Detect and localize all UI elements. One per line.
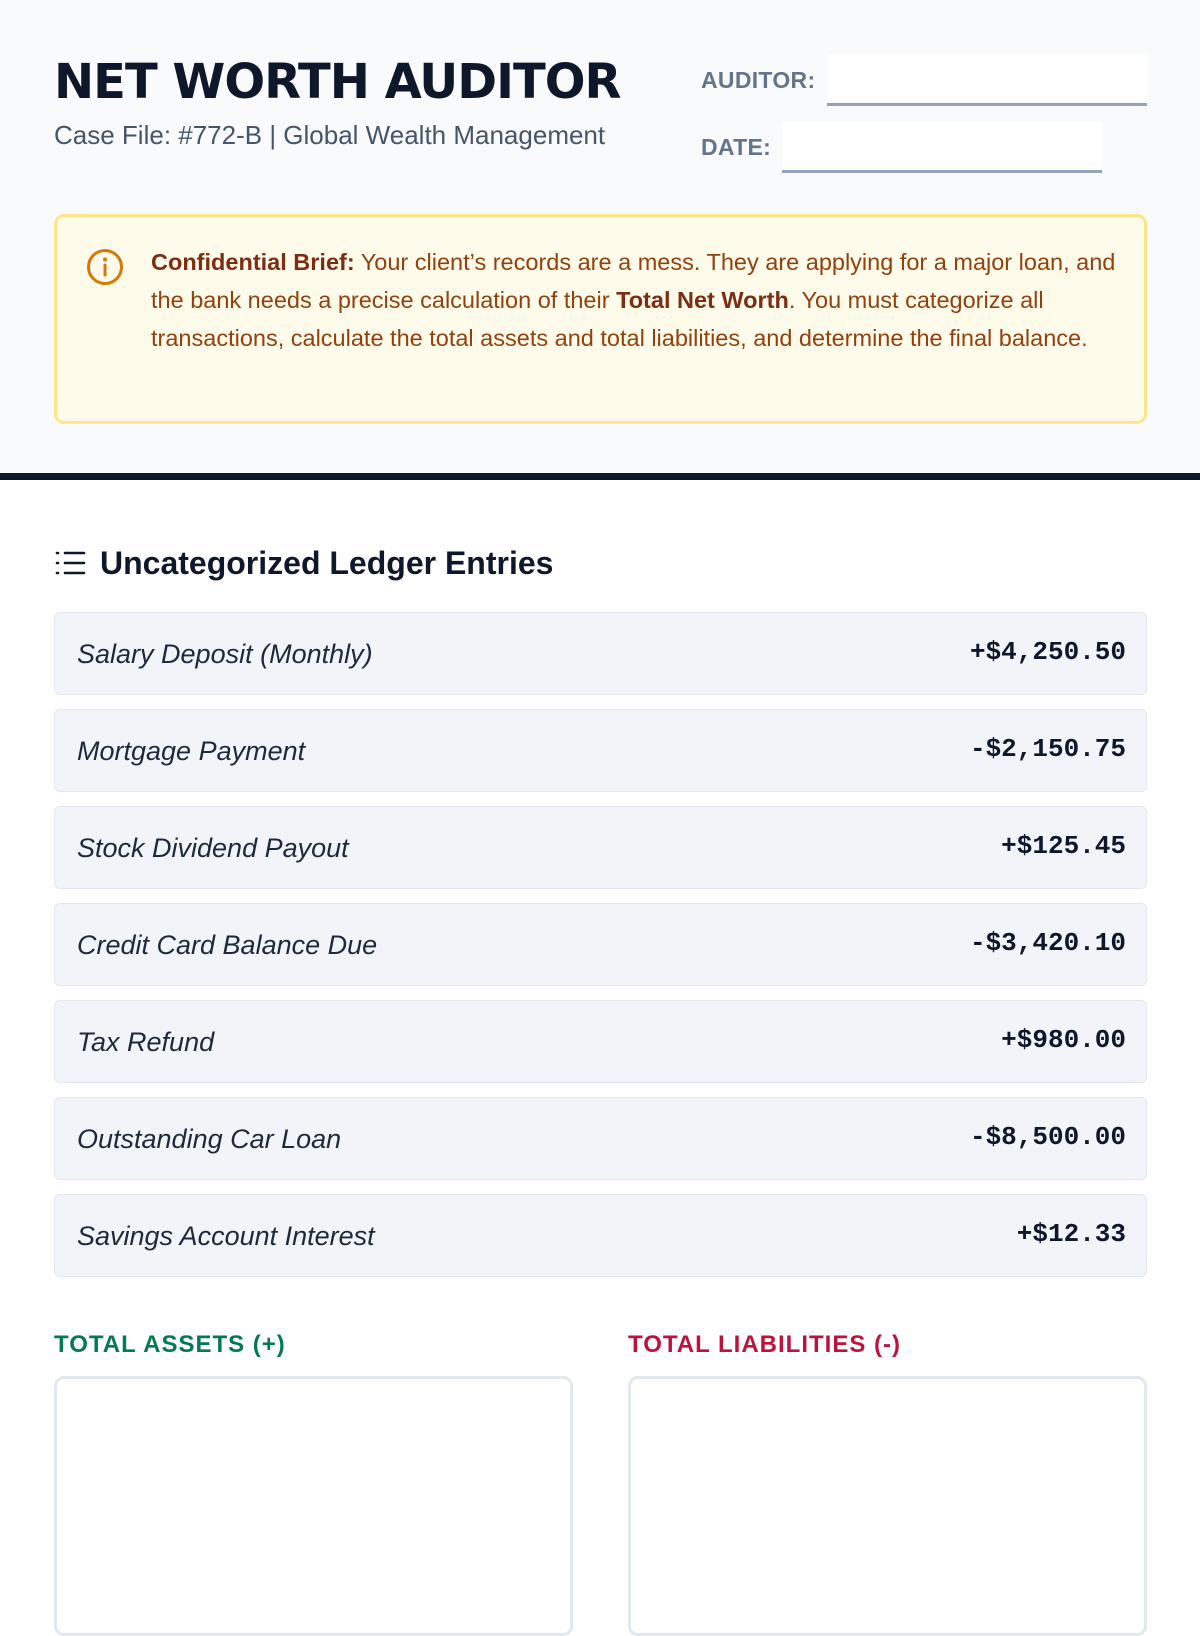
entry-label: Savings Account Interest bbox=[77, 1221, 375, 1251]
brief-lead: Confidential Brief: bbox=[151, 249, 355, 275]
total-assets-dropzone[interactable] bbox=[54, 1376, 573, 1636]
ledger-list bbox=[54, 612, 1147, 1291]
ledger-entry-car-loan[interactable] bbox=[54, 1097, 1147, 1180]
entry-amount: +$125.45 bbox=[1001, 831, 1126, 861]
entry-amount: -$2,150.75 bbox=[969, 734, 1126, 764]
entry-amount: -$8,500.00 bbox=[969, 1122, 1126, 1152]
entry-label: Outstanding Car Loan bbox=[77, 1124, 342, 1154]
ledger-entry-tax-refund[interactable] bbox=[54, 1000, 1147, 1083]
entry-label: Mortgage Payment bbox=[77, 736, 306, 766]
date-label: DATE: bbox=[701, 134, 772, 160]
entry-label: Salary Deposit (Monthly) bbox=[77, 639, 373, 669]
list-icon bbox=[55, 548, 87, 578]
entry-amount: +$12.33 bbox=[1016, 1219, 1126, 1249]
entry-label: Stock Dividend Payout bbox=[77, 833, 349, 863]
entry-amount: +$4,250.50 bbox=[969, 637, 1126, 667]
ledger-entry-credit-card[interactable] bbox=[54, 903, 1147, 986]
info-icon bbox=[85, 247, 125, 287]
ledger-entry-savings-interest[interactable] bbox=[54, 1194, 1147, 1277]
entry-label: Credit Card Balance Due bbox=[77, 930, 378, 960]
total-assets-label: TOTAL ASSETS (+) bbox=[54, 1331, 286, 1358]
page-title: NET WORTH AUDITOR bbox=[54, 54, 621, 110]
brief-text bbox=[151, 243, 1131, 357]
entry-amount: +$980.00 bbox=[1001, 1025, 1126, 1055]
auditor-label: AUDITOR: bbox=[701, 67, 816, 93]
ledger-title: Uncategorized Ledger Entries bbox=[100, 545, 554, 581]
entry-amount: -$3,420.10 bbox=[969, 928, 1126, 958]
brief-emphasis: Total Net Worth bbox=[616, 287, 789, 313]
total-liabilities-label: TOTAL LIABILITIES (-) bbox=[628, 1331, 901, 1358]
case-header bbox=[0, 0, 1200, 480]
date-input[interactable] bbox=[782, 121, 1102, 173]
auditor-input[interactable] bbox=[827, 54, 1147, 106]
entry-label: Tax Refund bbox=[77, 1027, 215, 1057]
total-liabilities-dropzone[interactable] bbox=[628, 1376, 1147, 1636]
brief-text-part-1: Your client’s records are a mess. They are applying for a major loan, and the bank needs a precise calculation of their bbox=[151, 249, 1116, 313]
brief-text-part-2: . You must categorize all transactions, calculate the total assets and total liabilities, and determine the final balance. bbox=[151, 287, 1088, 351]
ledger-entry-stock-dividend[interactable] bbox=[54, 806, 1147, 889]
ledger-entry-salary-deposit[interactable] bbox=[54, 612, 1147, 695]
ledger-entry-mortgage-payment[interactable] bbox=[54, 709, 1147, 792]
confidential-brief bbox=[54, 214, 1147, 424]
case-subtitle: Case File: #772-B | Global Wealth Management bbox=[54, 120, 606, 150]
